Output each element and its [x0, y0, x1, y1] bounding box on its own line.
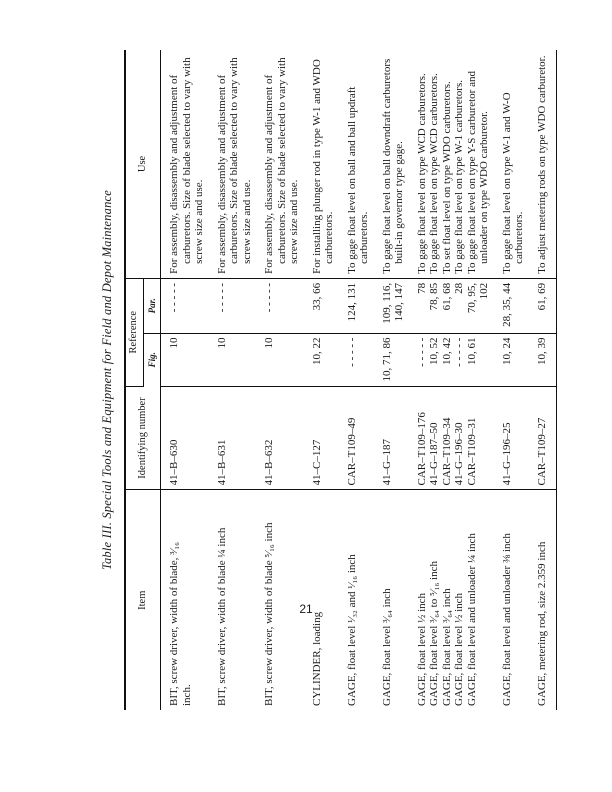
par-cell	[494, 278, 529, 333]
item-text: BIT, screw driver, width of blade ¼ inch	[215, 527, 228, 706]
fig-text: 10, 52	[428, 337, 440, 366]
item-cell	[494, 490, 529, 710]
use-cell	[161, 50, 209, 278]
fig-text: 10, 61	[465, 337, 478, 366]
par-text: - - - - -	[215, 282, 228, 313]
use-cell	[256, 50, 304, 278]
par-text: 78, 85	[428, 282, 440, 311]
fig-text: 10, 24	[500, 337, 513, 366]
identifying-number-cell	[409, 386, 494, 490]
identifying-number-cell	[494, 386, 529, 490]
header-reference: Reference	[125, 278, 143, 386]
fig-text: 10, 22	[310, 337, 323, 366]
identifying-number-cell	[209, 386, 257, 490]
item-cell	[339, 490, 374, 710]
fig-cell	[409, 333, 494, 386]
item-text: GAGE, float level ½ inch	[415, 592, 428, 706]
use-text: To gage float level on type W-1 and W-O carburetors.	[500, 92, 525, 274]
par-cell	[209, 278, 257, 333]
item-text: GAGE, float level and unloader ¼ inch	[465, 533, 478, 706]
par-text: 28, 35, 44	[500, 282, 513, 327]
fig-text: 10, 71, 86	[380, 337, 393, 382]
header-par: Par.	[143, 278, 161, 333]
par-cell	[409, 278, 494, 333]
use-cell	[374, 50, 409, 278]
use-cell	[339, 50, 374, 278]
use-text: To adjust metering rods on type WDO carburetor.	[535, 55, 548, 274]
use-text: To gage float level on type WCD carburetors.	[415, 73, 428, 274]
item-text: BIT, screw driver, width of blade ⁵⁄₁₆ inch	[263, 522, 275, 706]
par-text: 28	[453, 282, 465, 294]
fig-cell	[304, 333, 339, 386]
use-text: To set float level on type WDO carburetors.	[440, 81, 453, 274]
identifying-number-cell	[529, 386, 557, 490]
par-text: 70, 95,	[465, 282, 478, 314]
header-use: Use	[125, 50, 161, 278]
item-cell	[161, 490, 209, 710]
identifying-number-text: 41–G–187	[380, 439, 393, 486]
use-text: For assembly, disassembly and adjustment of carburetors. Size of blade selected to vary with screw size and use.	[168, 57, 205, 274]
item-cell	[209, 490, 257, 710]
par-text: 102	[478, 282, 490, 300]
item-text: BIT, screw driver, width of blade, ³⁄₁₆	[168, 542, 180, 706]
par-text: 124, 131	[345, 282, 358, 322]
fig-text: 10	[215, 337, 228, 349]
identifying-number-text: CAR–T109–31	[465, 417, 478, 486]
item-text: GAGE, metering rod, size 2.359 inch	[535, 541, 548, 706]
item-text: GAGE, float level ³⁄₆₄ inch	[440, 588, 453, 706]
fig-text: - - - - -	[415, 337, 428, 367]
par-text: 33, 66	[310, 282, 323, 311]
identifying-number-text: 41–G–196–25	[500, 422, 513, 486]
use-text: For assembly, disassembly and adjustment of carburetors. Size of blade selected to vary with screw size and use.	[263, 57, 300, 274]
table-label: Table III.	[100, 521, 114, 571]
use-cell	[409, 50, 494, 278]
item-text: GAGE, float level and unloader ⅜ inch	[500, 533, 513, 706]
use-text: To gage float level on type Y-S carburetor and unloader on type WDO carburetor.	[465, 71, 490, 274]
item-cell	[304, 490, 339, 710]
identifying-number-cell	[339, 386, 374, 490]
fig-text: - - - - -	[345, 337, 358, 367]
par-text: - - - - -	[263, 282, 275, 313]
identifying-number-text: CAR–T109–49	[345, 417, 358, 486]
use-cell	[494, 50, 529, 278]
identifying-number-cell	[304, 386, 339, 490]
fig-cell	[339, 333, 374, 386]
item-text: inch.	[180, 684, 193, 706]
par-text: 109, 116,	[380, 282, 393, 324]
fig-cell	[209, 333, 257, 386]
item-cell	[256, 490, 304, 710]
use-text: To gage float level on type WCD carburetors.	[428, 73, 440, 274]
page-number: 21	[299, 602, 313, 616]
identifying-number-text: 41–B–631	[215, 439, 228, 486]
use-cell	[529, 50, 557, 278]
identifying-number-text: 41–C–127	[310, 439, 323, 486]
item-cell	[409, 490, 494, 710]
par-cell	[256, 278, 304, 333]
par-text: - - - - -	[168, 282, 180, 313]
header-item: Item	[125, 490, 161, 710]
fig-cell	[374, 333, 409, 386]
fig-cell	[161, 333, 209, 386]
par-cell	[339, 278, 374, 333]
use-cell	[209, 50, 257, 278]
use-text: To gage float level on ball and ball updraft carburetors.	[345, 86, 370, 274]
fig-cell	[256, 333, 304, 386]
fig-text: - - - - -	[453, 337, 465, 367]
identifying-number-text: 41–B–632	[263, 439, 275, 486]
item-cell	[529, 490, 557, 710]
item-text: GAGE, float level ½ inch	[453, 592, 465, 706]
fig-text: 10	[263, 337, 275, 349]
par-cell	[374, 278, 409, 333]
fig-cell	[529, 333, 557, 386]
par-text: 140, 147	[393, 282, 405, 322]
use-text: For assembly, disassembly and adjustment of carburetors. Size of blade selected to vary with screw size and use.	[215, 57, 253, 274]
par-cell	[161, 278, 209, 333]
fig-text: 10, 42	[440, 337, 453, 366]
item-text: CYLINDER, loading	[310, 611, 323, 706]
identifying-number-cell	[256, 386, 304, 490]
identifying-number-cell	[374, 386, 409, 490]
identifying-number-cell	[161, 386, 209, 490]
fig-text: 10	[168, 337, 180, 349]
header-identifying-number: Identifying number	[125, 386, 161, 490]
table-title: Special Tools and Equipment for Field and Depot Maintenance	[100, 189, 114, 519]
item-text: GAGE, float level ³⁄₆₄ to ⁵⁄₁₆ inch	[428, 561, 440, 706]
identifying-number-text: CAR–T109–176	[415, 412, 428, 486]
item-text: GAGE, float level ³⁄₆₄ inch	[380, 588, 393, 706]
identifying-number-text: CAR–T109–34	[440, 417, 453, 486]
par-text: 78	[415, 282, 428, 294]
use-text: To gage float level on ball downdraft carburetors built-in governor type gage.	[380, 58, 405, 274]
identifying-number-text: 41–B–630	[168, 439, 180, 486]
par-text: 61, 68	[440, 282, 453, 311]
item-text: GAGE, float level ¹⁄₃₂ and ¹⁄₁₆ inch	[345, 554, 358, 706]
fig-text: 10, 39	[535, 337, 548, 366]
par-cell	[304, 278, 339, 333]
header-fig: Fig.	[143, 333, 161, 386]
fig-cell	[494, 333, 529, 386]
par-cell	[529, 278, 557, 333]
item-cell	[374, 490, 409, 710]
identifying-number-text: 41–G–196–30	[453, 422, 465, 486]
use-text: To gage float level on type W-1 carburetors.	[453, 80, 465, 274]
use-text: For installing plunger rod in type W-1 and WDO carburetors.	[310, 59, 335, 274]
use-cell	[304, 50, 339, 278]
identifying-number-text: CAR–T109–27	[535, 417, 548, 486]
par-text: 61, 69	[535, 282, 548, 311]
identifying-number-text: 41–G–187–50	[428, 422, 440, 486]
